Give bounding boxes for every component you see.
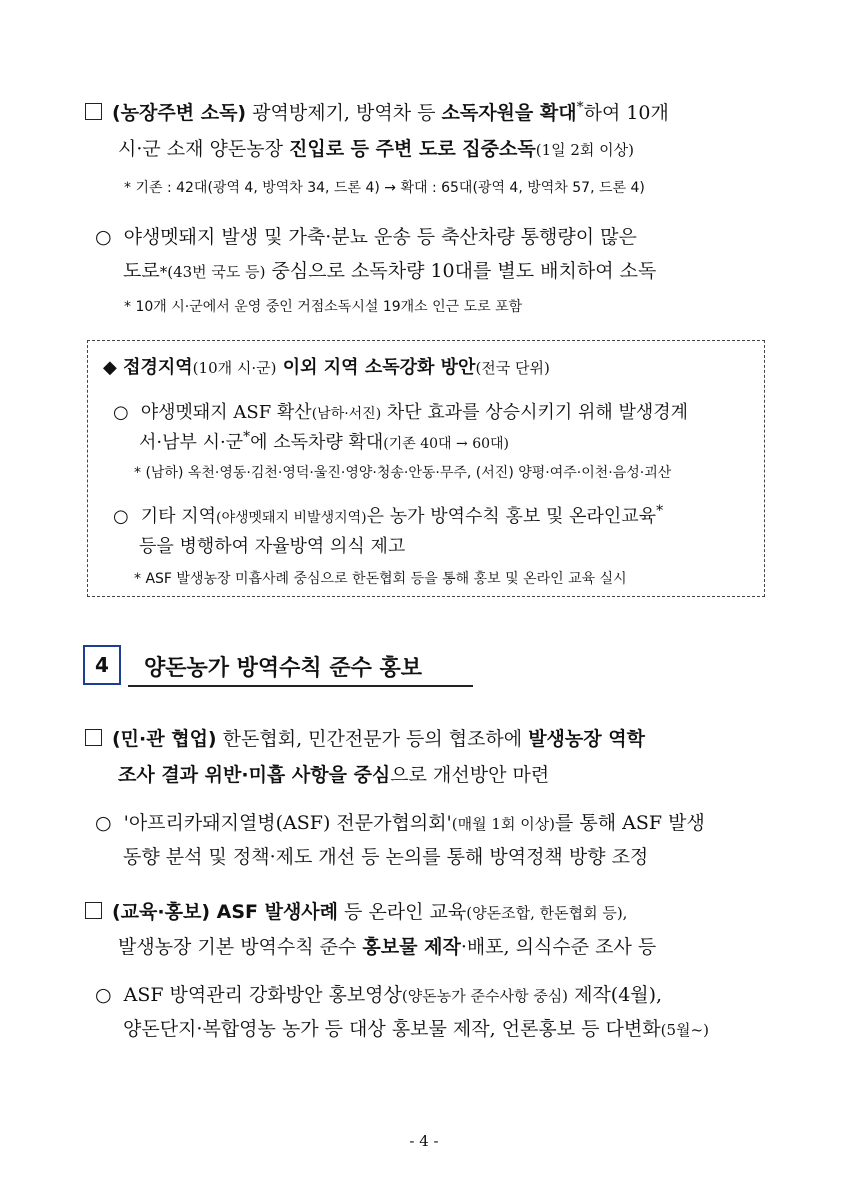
square-bullet-icon <box>85 729 102 746</box>
page-number: - 4 - <box>409 1132 439 1150</box>
square-bullet-icon <box>85 902 102 919</box>
circle-bullet-icon: ○ <box>113 402 129 423</box>
box-note-education: * ASF 발생농장 미흡사례 중심으로 한돈협회 등을 통해 홍보 및 온라인 교육 실시 <box>134 571 627 587</box>
item-promo-video-cont: 양돈단지·복합영농 농가 등 대상 홍보물 제작, 언론홍보 등 다변화(5월~) <box>123 1018 709 1040</box>
note-vehicle-count: * 기존 : 42대(광역 4, 방역차 34, 드론 4) → 확대 : 65대(광역 4, 방역차 57, 드론 4) <box>124 180 645 196</box>
item-boar-roads: ○ 야생멧돼지 발생 및 가축·분뇨 운송 등 축산차량 통행량이 많은 <box>95 226 637 248</box>
item-farm-disinfection: (농장주변 소독) 광역방제기, 방역차 등 소독자원을 확대*하여 10개 <box>85 98 669 125</box>
square-bullet-icon <box>85 103 102 120</box>
item-public-private: (민·관 협업) 한돈협회, 민간전문가 등의 협조하에 발생농장 역학 <box>85 724 645 751</box>
item-education-cont: 발생농장 기본 방역수칙 준수 홍보물 제작·배포, 의식수준 조사 등 <box>118 936 657 958</box>
note-disinfection-facilities: * 10개 시·군에서 운영 중인 거점소독시설 19개소 인근 도로 포함 <box>124 299 523 315</box>
item-expert-council: ○ '아프리카돼지열병(ASF) 전문가협의회'(매월 1회 이상)를 통해 ASF 발생 <box>95 812 705 834</box>
box-item-other-regions: ○ 기타 지역(야생멧돼지 비발생지역)은 농가 방역수칙 홍보 및 온라인교육* <box>113 503 664 527</box>
box-note-regions: * (남하) 옥천·영동·김천·영덕·울진·영양·청송·안동·무주, (서진) 양평·여주·이천·음성·괴산 <box>134 465 672 481</box>
box-item-southwest-cont: 서·남부 시·군*에 소독차량 확대(기존 40대 → 60대) <box>139 429 510 453</box>
box-title: ◆ 접경지역(10개 시·군) 이외 지역 소독강화 방안(전국 단위) <box>103 357 550 378</box>
item-education: (교육·홍보) ASF 발생사례 등 온라인 교육(양돈조합, 한돈협회 등), <box>85 897 627 924</box>
item-expert-council-cont: 동향 분석 및 정책·제도 개선 등 논의를 통해 방역정책 방향 조정 <box>123 846 649 868</box>
box-item-southwest: ○ 야생멧돼지 ASF 확산(남하·서진) 차단 효과를 상승시키기 위해 발생경계 <box>113 402 689 423</box>
section-number: 4 <box>83 645 121 685</box>
circle-bullet-icon: ○ <box>95 812 112 834</box>
circle-bullet-icon: ○ <box>95 984 112 1006</box>
item-public-private-cont: 조사 결과 위반·미흡 사항을 중심으로 개선방안 마련 <box>118 764 550 786</box>
circle-bullet-icon: ○ <box>113 506 129 527</box>
item-farm-disinfection-cont: 시·군 소재 양돈농장 진입로 등 주변 도로 집중소독(1일 2회 이상) <box>118 138 635 160</box>
item-boar-roads-cont: 도로*(43번 국도 등) 중심으로 소독차량 10대를 별도 배치하여 소독 <box>123 260 657 282</box>
item-promo-video: ○ ASF 방역관리 강화방안 홍보영상(양돈농가 준수사항 중심) 제작(4월), <box>95 984 663 1006</box>
box-item-other-regions-cont: 등을 병행하여 자율방역 의식 제고 <box>139 536 406 557</box>
section-title: 양돈농가 방역수칙 준수 홍보 <box>128 645 473 687</box>
circle-bullet-icon: ○ <box>95 226 112 248</box>
